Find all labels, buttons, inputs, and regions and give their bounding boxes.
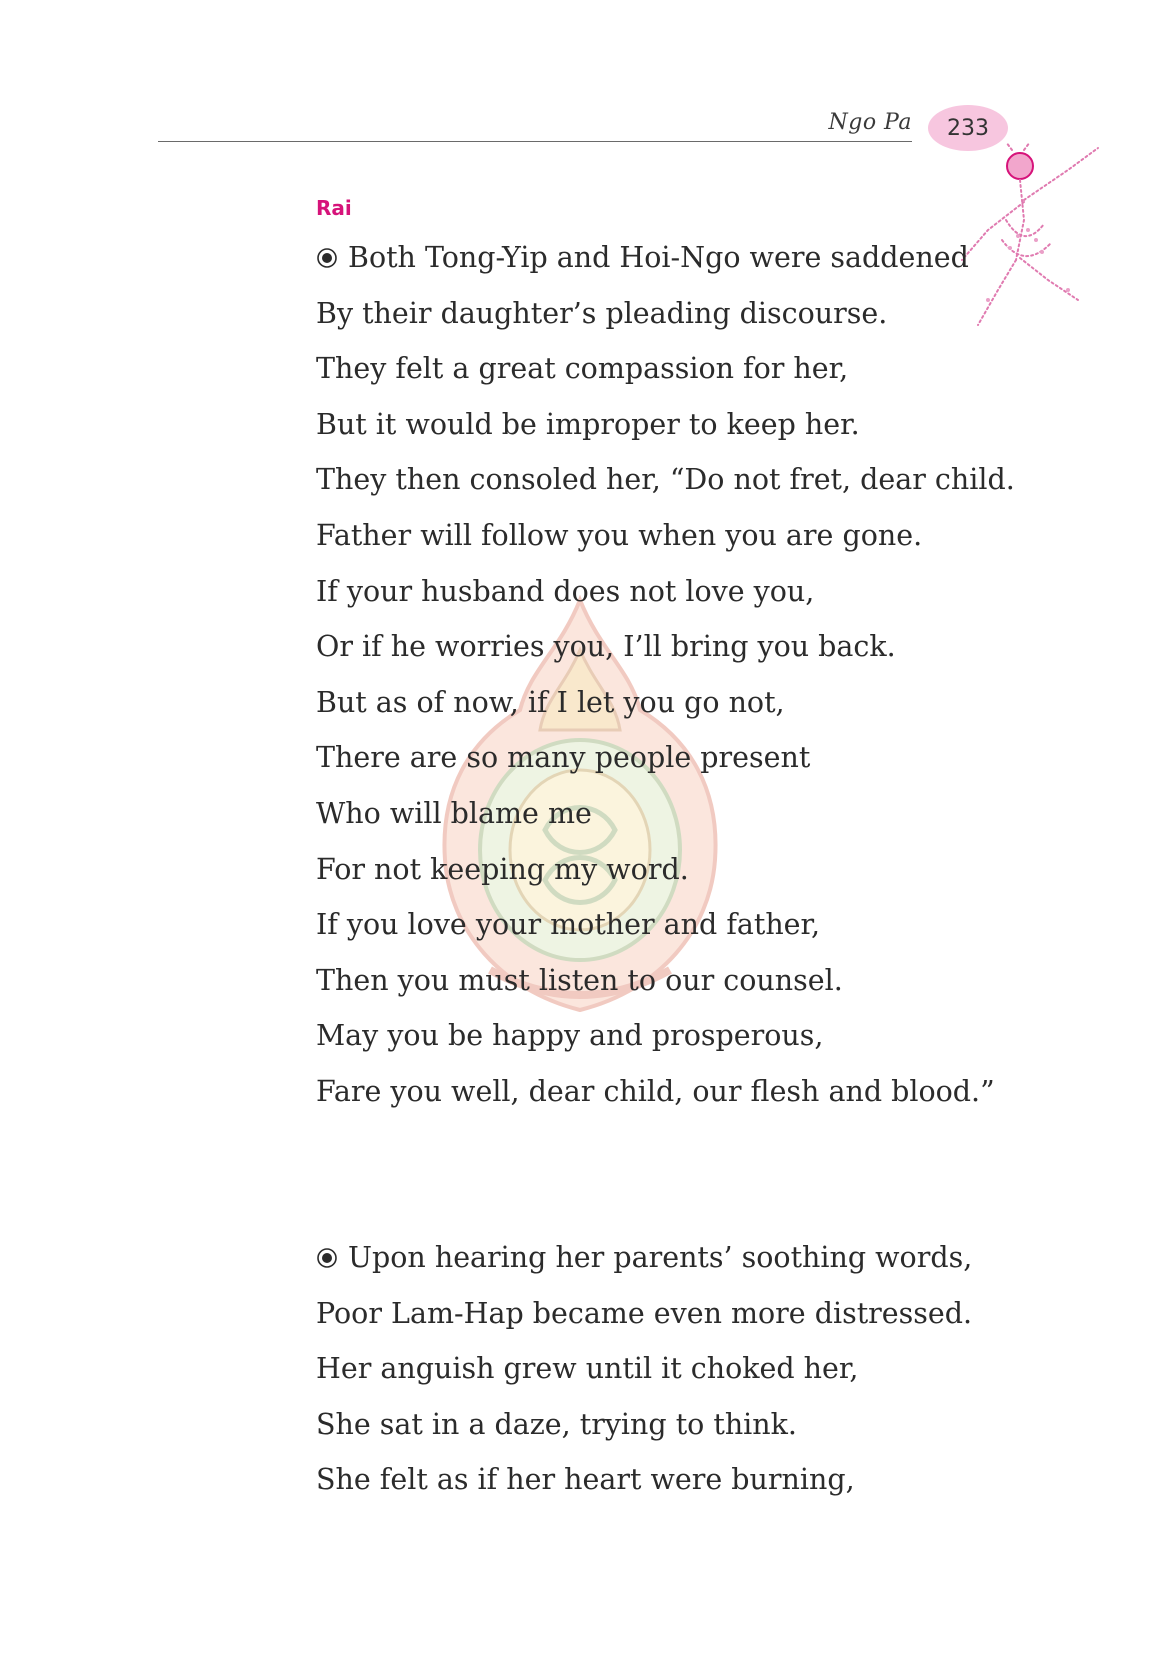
verse-line: Her anguish grew until it choked her, — [316, 1352, 859, 1386]
verse-line: Father will follow you when you are gone. — [316, 518, 923, 552]
verse-line: Who will blame me — [316, 796, 592, 830]
stanza-2 — [316, 1236, 972, 1514]
verse-line: May you be happy and prosperous, — [316, 1019, 824, 1053]
verse-line: Upon hearing her parents’ soothing words, — [316, 1236, 972, 1292]
verse-line: But as of now, if I let you go not, — [316, 685, 785, 719]
verse-line: She felt as if her heart were burning, — [316, 1463, 855, 1497]
verse-line: They felt a great compassion for her, — [316, 352, 849, 386]
verse-line: But it would be improper to keep her. — [316, 407, 860, 441]
page-number: 233 — [947, 115, 989, 141]
verse-line: Poor Lam-Hap became even more distressed. — [316, 1296, 973, 1330]
verse-line: For not keeping my word. — [316, 852, 689, 886]
running-title: Ngo Pa — [828, 110, 912, 135]
verse-line: Then you must listen to our counsel. — [316, 963, 843, 997]
header-rule — [158, 141, 912, 142]
bullet-circle-icon — [316, 247, 338, 269]
verse-line: If your husband does not love you, — [316, 574, 815, 608]
verse-line: Or if he worries you, I’ll bring you back. — [316, 630, 896, 664]
stanza-1 — [316, 236, 1015, 1126]
verse-line: If you love your mother and father, — [316, 908, 821, 942]
section-label: Rai — [316, 196, 352, 220]
bullet-circle-icon — [316, 1247, 338, 1269]
verse-line: By their daughter’s pleading discourse. — [316, 296, 888, 330]
verse-line: She sat in a daze, trying to think. — [316, 1407, 797, 1441]
verse-line: There are so many people present — [316, 741, 811, 775]
verse-line: Fare you well, dear child, our flesh and blood.” — [316, 1074, 995, 1108]
verse-line: They then consoled her, “Do not fret, dear child. — [316, 463, 1015, 497]
verse-line: Both Tong-Yip and Hoi-Ngo were saddened — [316, 236, 1015, 292]
